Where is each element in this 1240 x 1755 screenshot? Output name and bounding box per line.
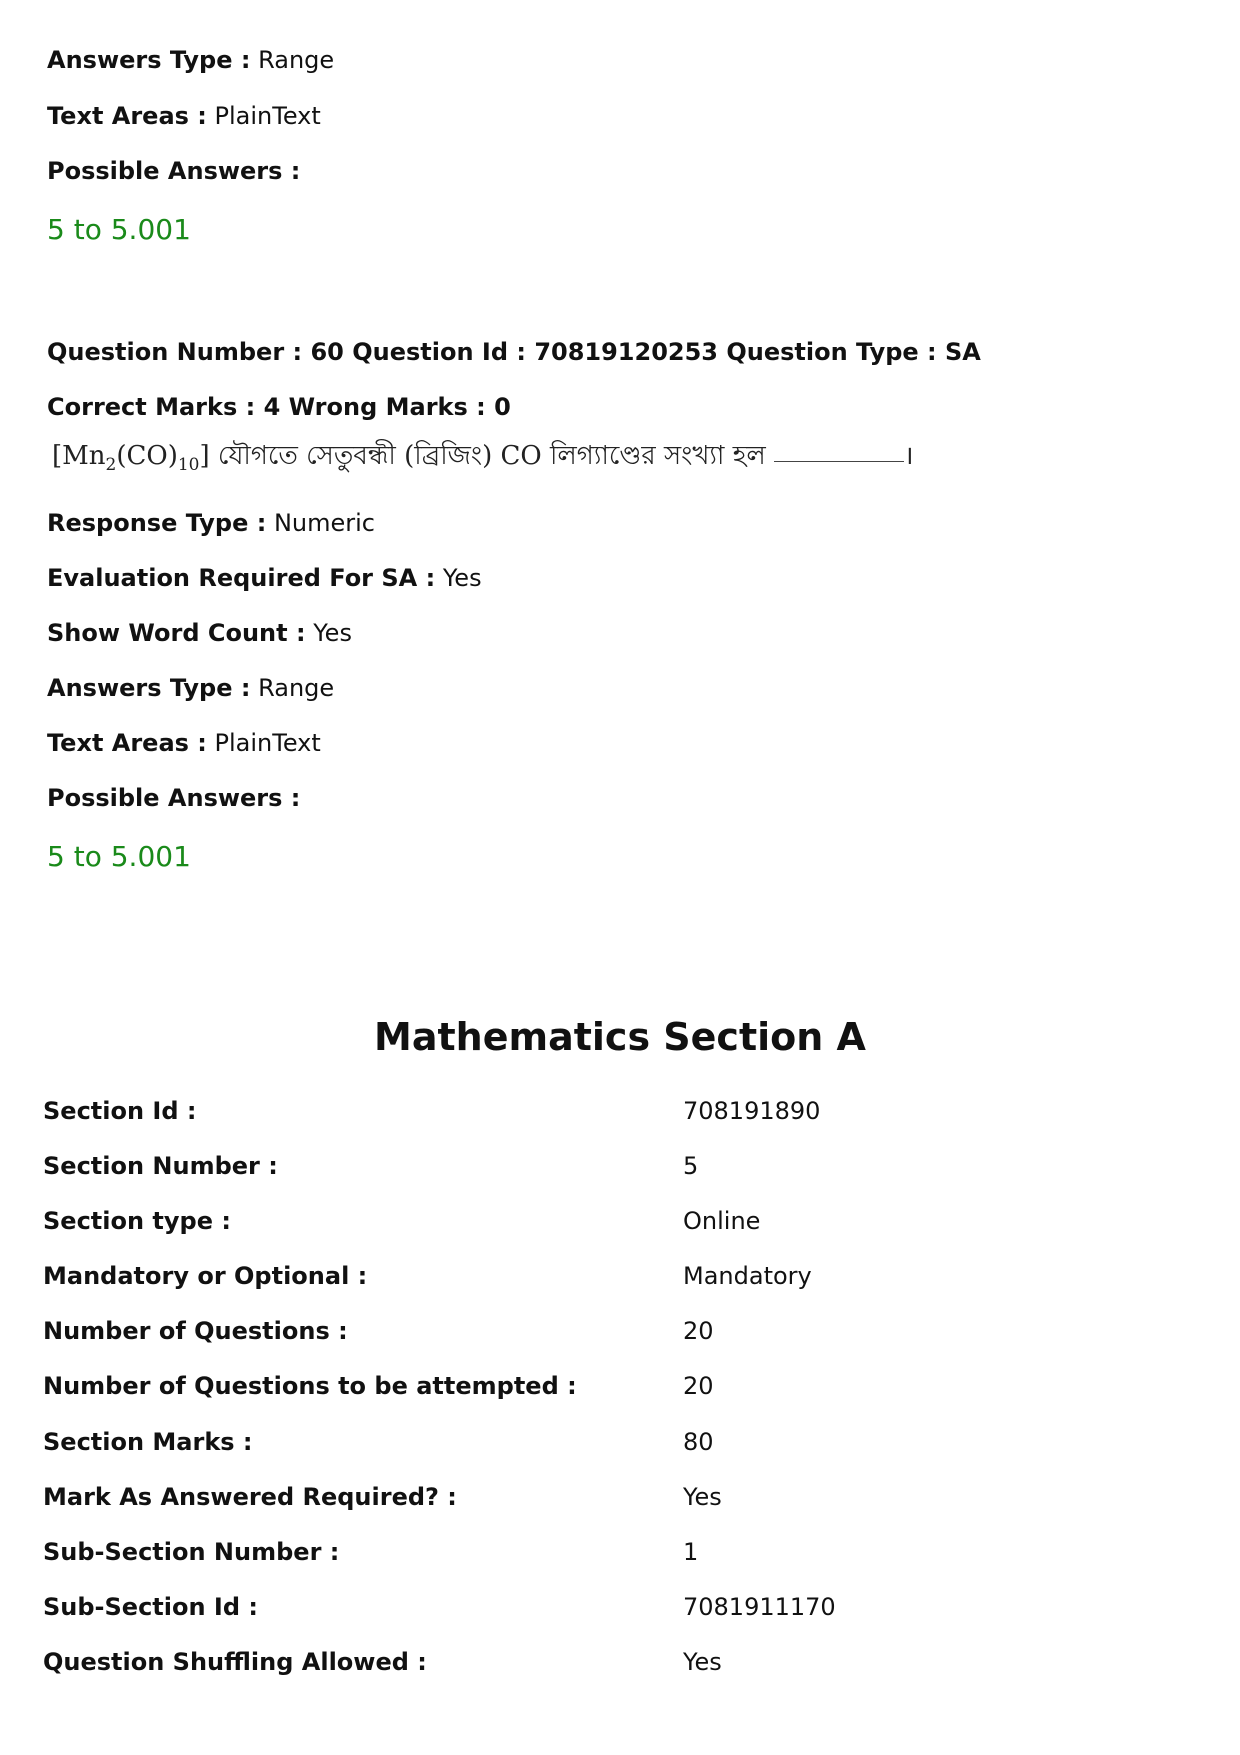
- question-marks: Correct Marks : 4 Wrong Marks : 0: [47, 393, 511, 421]
- prev-answers-type: [47, 48, 334, 72]
- section-row-value: 20: [683, 1372, 714, 1400]
- section-row-value: 708191890: [683, 1097, 821, 1125]
- section-row-label: Number of Questions :: [43, 1317, 348, 1345]
- section-row-value: 20: [683, 1317, 714, 1345]
- prev-text-areas: [47, 104, 321, 128]
- prev-answers-type-value: Range: [258, 46, 335, 74]
- section-row-label: Sub-Section Number :: [43, 1538, 340, 1566]
- answers-type: [47, 676, 334, 700]
- section-row-label: Section Id :: [43, 1097, 197, 1125]
- section-row-value: 7081911170: [683, 1593, 836, 1621]
- section-row-value: 5: [683, 1152, 699, 1180]
- prev-answers-type-label: Answers Type :: [47, 46, 251, 74]
- section-row-label: Sub-Section Id :: [43, 1593, 258, 1621]
- answers-type-value: Range: [258, 674, 335, 702]
- prev-text-areas-label: Text Areas :: [47, 102, 207, 130]
- response-type-value: Numeric: [273, 509, 375, 537]
- question-text-sub-2: 2: [105, 455, 117, 476]
- question-text-formula-start: [Mn: [52, 441, 106, 471]
- section-row-label: Number of Questions to be attempted :: [43, 1372, 577, 1400]
- section-row-value: Online: [683, 1207, 761, 1235]
- question-text: [52, 443, 914, 474]
- show-word-count-label: Show Word Count :: [47, 619, 306, 647]
- response-type-label: Response Type :: [47, 509, 267, 537]
- text-areas: [47, 731, 321, 755]
- possible-answers: [47, 786, 300, 810]
- section-row-label: Mandatory or Optional :: [43, 1262, 368, 1290]
- text-areas-label: Text Areas :: [47, 729, 207, 757]
- section-row-value: Yes: [683, 1483, 722, 1511]
- evaluation-required: [47, 566, 482, 590]
- section-row-label: Section Number :: [43, 1152, 278, 1180]
- answer-blank: [774, 461, 904, 462]
- section-row-label: Question Shuffling Allowed :: [43, 1648, 427, 1676]
- show-word-count: [47, 621, 352, 645]
- section-row-value: 80: [683, 1428, 714, 1456]
- section-row-label: Mark As Answered Required? :: [43, 1483, 457, 1511]
- evaluation-required-value: Yes: [442, 564, 482, 592]
- possible-answers-label: Possible Answers :: [47, 784, 301, 812]
- prev-text-areas-value: PlainText: [214, 102, 321, 130]
- section-row-label: Section Marks :: [43, 1428, 253, 1456]
- evaluation-required-label: Evaluation Required For SA :: [47, 564, 436, 592]
- text-areas-value: PlainText: [214, 729, 321, 757]
- section-row-value: Yes: [683, 1648, 722, 1676]
- section-row-value: Mandatory: [683, 1262, 812, 1290]
- section-row-label: Section type :: [43, 1207, 231, 1235]
- response-type: [47, 511, 375, 535]
- prev-possible-answers-label: Possible Answers :: [47, 157, 301, 185]
- answers-type-label: Answers Type :: [47, 674, 251, 702]
- possible-answer-value: 5 to 5.001: [47, 840, 191, 873]
- section-row-value: 1: [683, 1538, 699, 1566]
- prev-possible-answers: [47, 159, 300, 183]
- question-text-end: ।: [903, 441, 914, 471]
- question-text-sub-10: 10: [177, 455, 200, 476]
- show-word-count-value: Yes: [313, 619, 352, 647]
- section-title: Mathematics Section A: [374, 1015, 866, 1059]
- question-text-body: ] যৌগতে সেতুবন্ধী (ব্রিজিং) CO লিগ্যাণ্ডের সংখ্যা হল: [199, 441, 766, 471]
- question-header: Question Number : 60 Question Id : 70819120253 Question Type : SA: [47, 338, 981, 366]
- prev-possible-answer-value: 5 to 5.001: [47, 213, 191, 246]
- question-text-formula-mid: (CO): [116, 441, 178, 471]
